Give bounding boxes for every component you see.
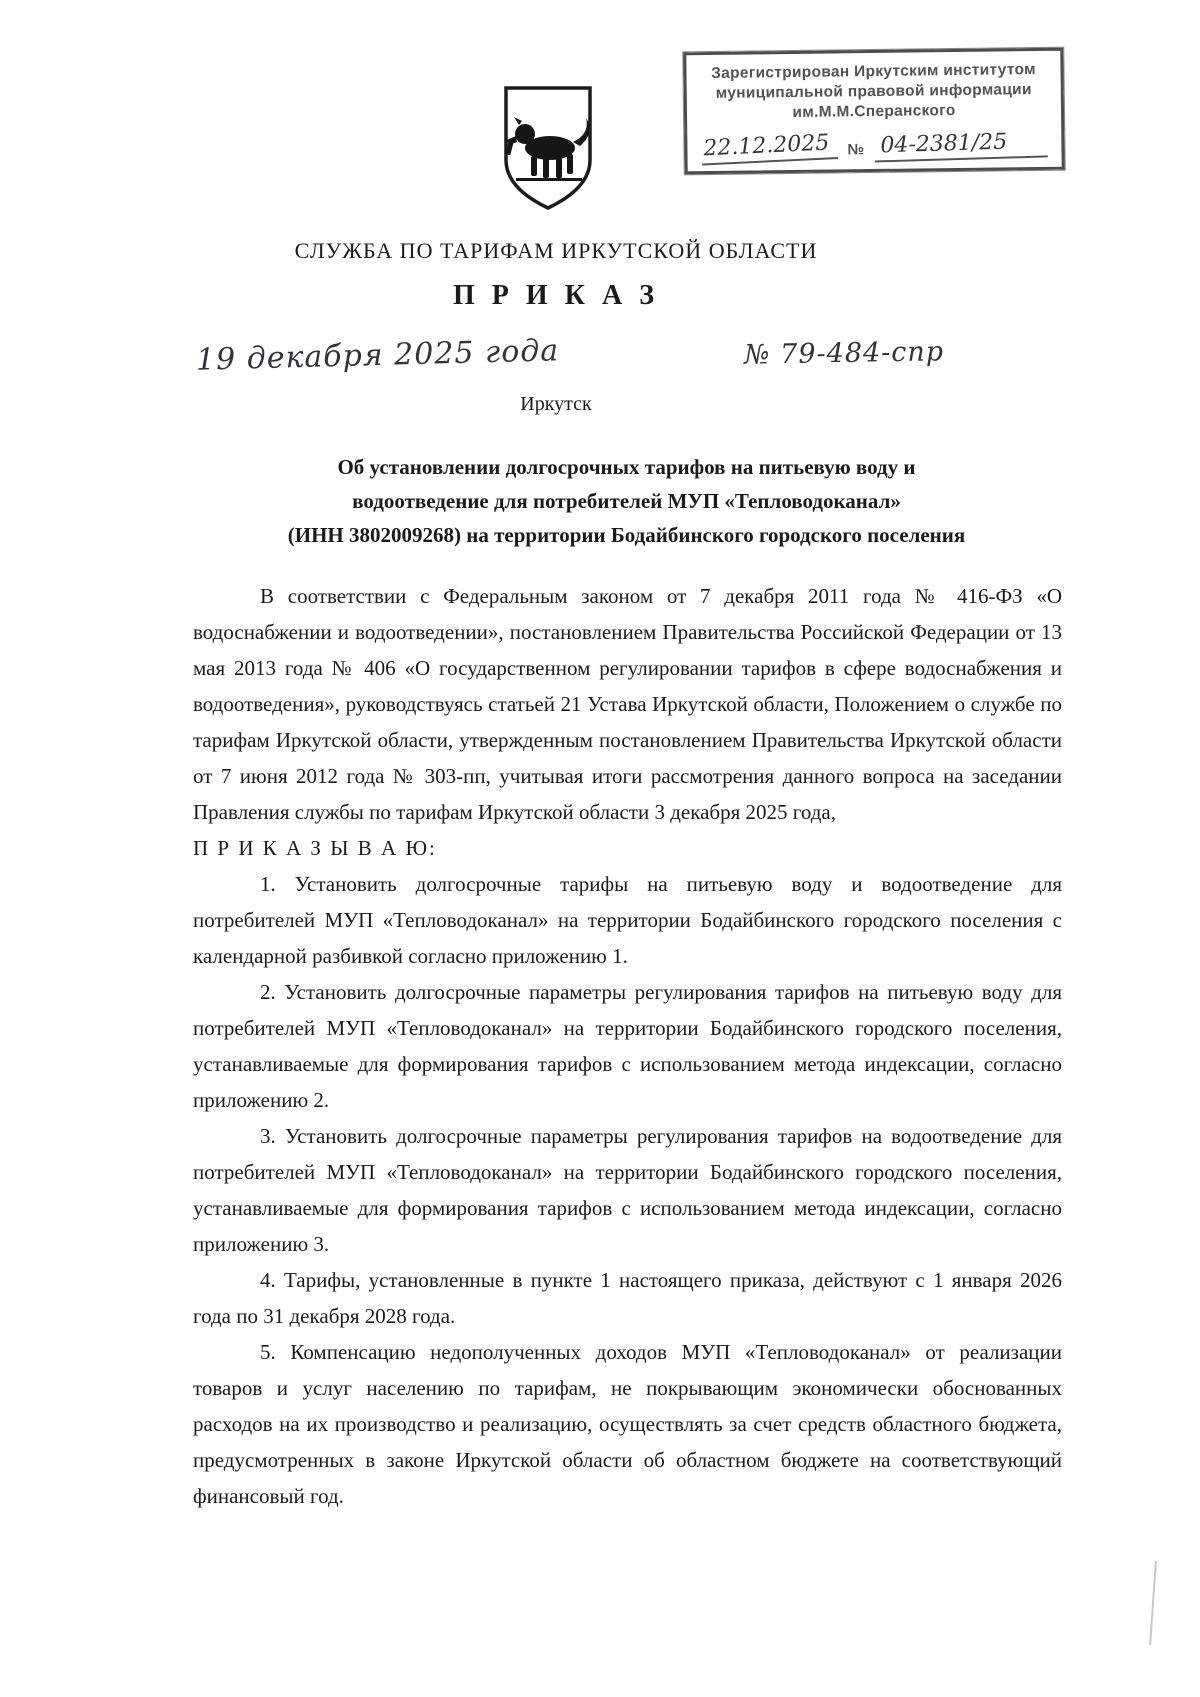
title-line-2: водоотведение для потребителей МУП «Тепловодоканал» bbox=[352, 489, 901, 513]
document-type-title: П Р И К А З bbox=[453, 280, 659, 311]
document-title bbox=[193, 450, 1060, 552]
stamp-fill-row bbox=[697, 130, 1051, 163]
order-word: П Р И К А З Ы В А Ю: bbox=[193, 836, 437, 860]
order-item-4: 4. Тарифы, установленные в пункте 1 настоящего приказа, действуют с 1 января 2026 года по 31 декабря 2028 года. bbox=[193, 1268, 1062, 1328]
document-date-handwritten: 19 декабря 2025 года bbox=[195, 333, 560, 378]
coat-of-arms-icon bbox=[500, 84, 596, 214]
date-number-row bbox=[0, 312, 1200, 378]
stamp-number-label: № bbox=[847, 141, 865, 159]
stamp-number-handwritten: 04-2381/25 bbox=[874, 129, 1048, 163]
order-item-2: 2. Установить долгосрочные параметры регулирования тарифов на питьевую воду для потребителей МУП «Тепловодоканал» на территории Бодайбинского городского поселения, устанавливаемые для формирования тарифов с использованием метода индексации, согласно приложению 2. bbox=[193, 980, 1062, 1112]
order-item-1: 1. Установить долгосрочные тарифы на питьевую воду и водоотведение для потребителей МУП «Тепловодоканал» на территории Бодайбинского городского поселения с календарной разбивкой согласно приложению 1. bbox=[193, 872, 1062, 968]
order-item-5: 5. Компенсацию недополученных доходов МУП «Тепловодоканал» от реализации товаров и услуг населению по тарифам, не покрывающим экономически обоснованных расходов на их производство и реализацию, осуществлять за счет средств областного бюджета, предусмотренных в законе Иркутской области об областном бюджете на соответствующий финансовый год. bbox=[193, 1340, 1062, 1508]
stamp-text-line-3: им.М.М.Сперанского bbox=[792, 102, 956, 122]
document-number-handwritten: № 79-484-спр bbox=[743, 336, 945, 371]
title-line-1: Об установлении долгосрочных тарифов на питьевую воду и bbox=[337, 455, 916, 479]
document-body bbox=[193, 578, 1062, 1514]
registration-stamp bbox=[683, 48, 1064, 175]
title-line-3: (ИНН 3802009268) на территории Бодайбинского городского поселения bbox=[287, 523, 966, 547]
preamble-paragraph: В соответствии с Федеральным законом от 7 декабря 2011 года № 416-ФЗ «О водоснабжении и водоотведении», постановлением Правительства Российской Федерации от 13 мая 2013 года № 406 «О государственном регулировании тарифов в сфере водоснабжения и водоотведения», руководствуясь статьей 21 Устава Иркутской области, Положением о службе по тарифам Иркутской области, утвержденным постановлением Правительства Иркутской области от 7 июня 2012 года № 303-пп, учитывая итоги рассмотрения данного вопроса на заседании Правления службы по тарифам Иркутской области 3 декабря 2025 года, bbox=[193, 584, 1062, 824]
scan-artifact bbox=[1149, 1561, 1157, 1645]
stamp-date-handwritten: 22.12.2025 bbox=[701, 131, 838, 166]
order-item-3: 3. Установить долгосрочные параметры регулирования тарифов на водоотведение для потребителей МУП «Тепловодоканал» на территории Бодайбинского городского поселения, устанавливаемые для формирования тарифов с использованием метода индексации, согласно приложению 3. bbox=[193, 1124, 1062, 1256]
stamp-text-line-1: Зарегистрирован Иркутским институтом bbox=[711, 61, 1036, 82]
stamp-text-line-2: муниципальной правовой информации bbox=[715, 81, 1032, 103]
organization-name: СЛУЖБА ПО ТАРИФАМ ИРКУТСКОЙ ОБЛАСТИ bbox=[294, 238, 818, 263]
city-label: Иркутск bbox=[520, 393, 592, 415]
